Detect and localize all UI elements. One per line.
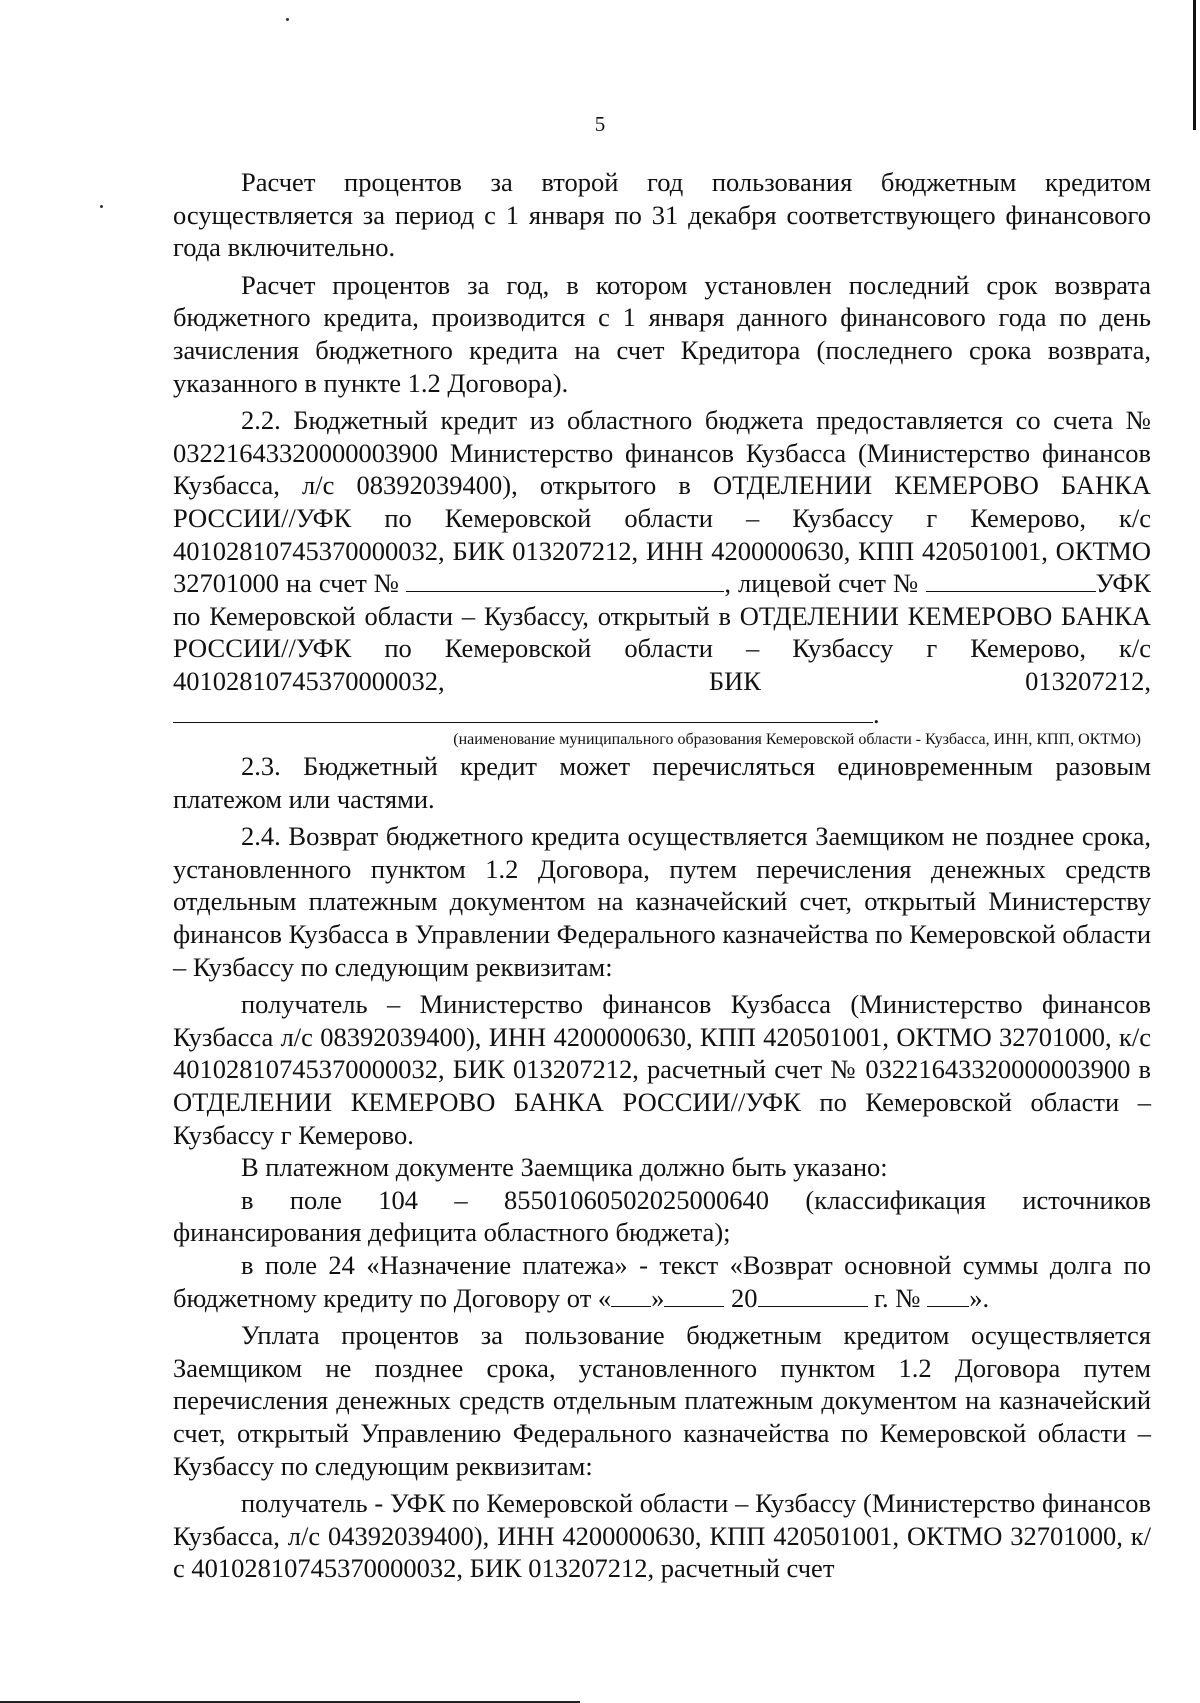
paragraph-recipient-ufk: получатель - УФК по Кемеровской области – Кузбассу (Министерство финансов Кузбасса, л/с 04392039400), ИНН 4200000630, КПП 420501001, ОКТМО 32701000, к/с 40102810745370000032, БИК 013207212, расчетный счет [173, 1488, 1151, 1584]
date-year-blank [758, 1284, 868, 1307]
contract-number-blank [927, 1284, 969, 1307]
paragraph-interest-payment: Уплата процентов за пользование бюджетным кредитом осуществляется Заемщиком не позднее срока, установленного пунктом 1.2 Договора путем перечисления денежных средств отдельным платежным документом на казначейский счет, открытый Управлению Федерального казначейства по Кемеровской области – Кузбассу по следующим реквизитам: [173, 1320, 1151, 1481]
paragraph-2-3: 2.3. Бюджетный кредит может перечисляться единовременным разовым платежом или частями. [173, 751, 1151, 814]
municipality-blank [173, 700, 873, 723]
field-24-text: в поле 24 «Назначение платежа» - текст «Возврат основной суммы долга по бюджетному кредиту по Договору от « [173, 1250, 1151, 1313]
paragraph-payment-document: В платежном документе Заемщика должно быть указано: [241, 1152, 888, 1183]
blank-caption: (наименование муниципального образования Кемеровской области - Кузбасса, ИНН, КПП, ОКТМО) [453, 731, 1141, 749]
field-24-end: ». [969, 1282, 990, 1313]
paragraph-interest-second-year: Расчет процентов за второй год пользования бюджетным кредитом осуществляется за период с 1 января по 31 декабря соответствующего финансового года включительно. [173, 167, 1151, 263]
paragraph-field-104: в поле 104 – 85501060502025000640 (классификация источников финансирования дефицита областного бюджета); [173, 1184, 1151, 1248]
scan-speck [286, 18, 289, 21]
paragraph-recipient-minfin: получатель – Министерство финансов Кузбасса (Министерство финансов Кузбасса л/с 08392039400), ИНН 4200000630, КПП 420501001, ОКТМО 32701000, к/с 40102810745370000032, БИК 013207212, расчетный счет № 03221643320000003900 в ОТДЕЛЕНИИ КЕМЕРОВО БАНКА РОССИИ//УФК по Кемеровской области – Кузбассу г Кемерово. [173, 989, 1151, 1150]
paragraph-2-4: 2.4. Возврат бюджетного кредита осуществляется Заемщиком не позднее срока, установленного пунктом 1.2 Договора, путем перечисления денежных средств отдельным платежным документом на казначейский счет, открытый Министерству финансов Кузбасса в Управлении Федерального казначейства по Кемеровской области – Кузбассу по следующим реквизитам: [173, 821, 1151, 982]
page-edge-mark [1193, 0, 1196, 130]
field-24-year-prefix: 20 [731, 1282, 758, 1313]
personal-account-blank [926, 569, 1096, 592]
clause-2-2-text: 2.2. Бюджетный кредит из областного бюджета предоставляется со счета № 03221643320000003900 Министерство финансов Кузбасса (Министерство финансов Кузбасса, л/с 08392039400), открытого в ОТДЕЛЕНИИ КЕМЕРОВО БАНКА РОССИИ//УФК по Кемеровской области – Кузбассу г Кемерово, к/с 40102810745370000032, БИК 013207212, ИНН 4200000630, КПП 420501001, ОКТМО 32701000 на счет № [173, 405, 1151, 599]
document-body [173, 166, 1151, 1585]
clause-2-2-personal-account: , лицевой счет № [724, 568, 919, 599]
paragraph-interest-last-year: Расчет процентов за год, в котором установлен последний срок возврата бюджетного кредита, производится с 1 января данного финансового года по день зачисления бюджетного кредита на счет Кредитора (последнего срока возврата, указанного в пункте 1.2 Договора). [173, 269, 1151, 398]
date-day-blank [611, 1284, 651, 1307]
page-number: 5 [594, 112, 606, 136]
date-month-blank [664, 1284, 724, 1307]
paragraph-2-2 [173, 404, 1151, 730]
clause-2-2-bank-details: УФК по Кемеровской области – Кузбассу, открытый в ОТДЕЛЕНИИ КЕМЕРОВО БАНКА РОССИИ//УФК по Кемеровской области – Кузбассу г Кемерово, к/с 40102810745370000032, БИК 013207212, [173, 568, 1151, 696]
field-24-quote: » [651, 1282, 665, 1313]
field-24-number-label: г. № [874, 1282, 921, 1313]
clause-2-2-end: . [873, 698, 880, 729]
scan-speck [100, 205, 103, 208]
paragraph-field-24 [173, 1249, 1151, 1314]
account-number-blank [406, 569, 724, 592]
